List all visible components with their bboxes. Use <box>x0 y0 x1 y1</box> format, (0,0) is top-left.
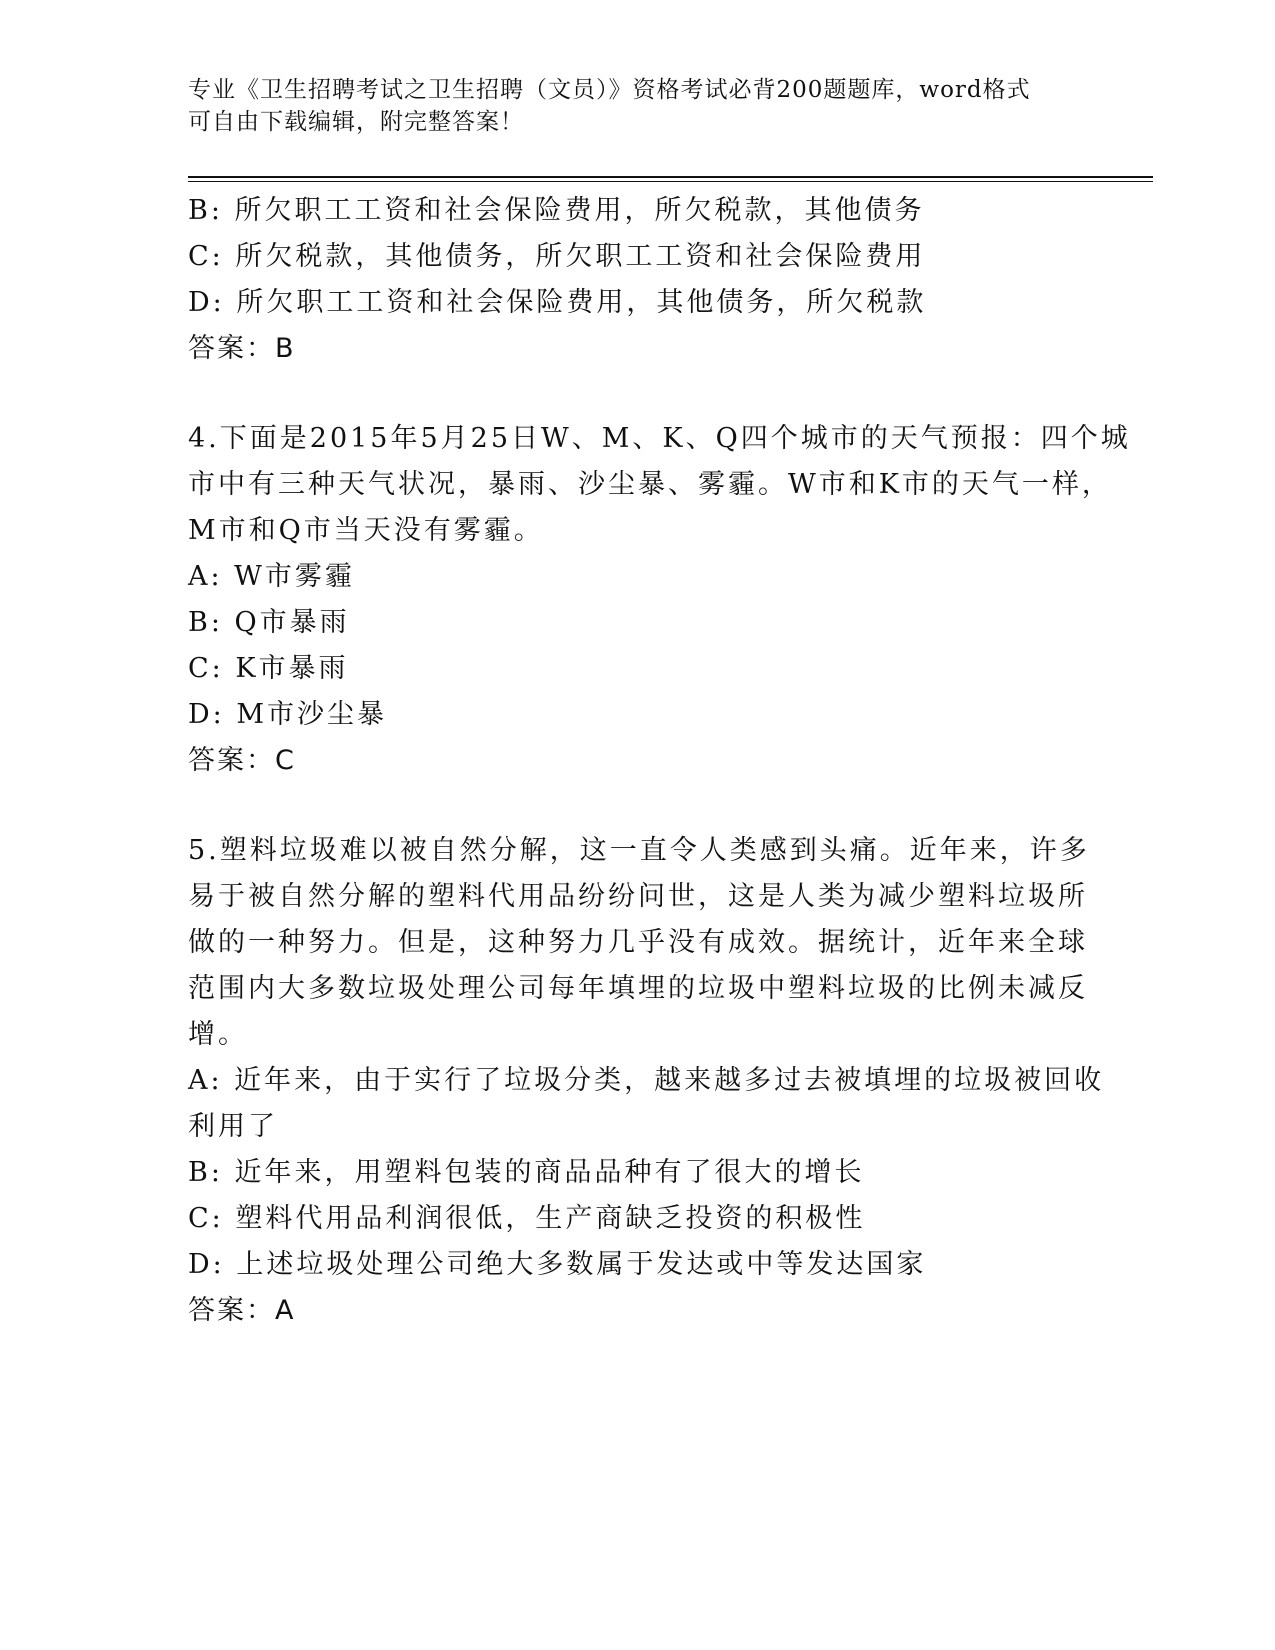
q5-option-d: D: 上述垃圾处理公司绝大多数属于发达或中等发达国家 <box>188 1249 927 1280</box>
question-list <box>188 188 1131 1334</box>
header-subtitle-line: 可自由下载编辑，附完整答案！ <box>188 109 524 135</box>
q5-option-a-continued: 利用了 <box>188 1111 278 1142</box>
question-3-block <box>188 188 1088 372</box>
q4-stem-line: M市和Q市当天没有雾霾。 <box>188 515 544 546</box>
q5-stem-line: 易于被自然分解的塑料代用品纷纷问世，这是人类为减少塑料垃圾所 <box>188 881 1088 912</box>
q4-option-c: C: K市暴雨 <box>188 653 349 684</box>
q4-option-d: D: M市沙尘暴 <box>188 699 387 730</box>
document-header <box>188 74 1088 138</box>
spacer <box>188 784 1088 828</box>
header-divider-thin <box>188 181 1153 182</box>
q5-answer: 答案：A <box>188 1295 296 1326</box>
q5-option-c: C: 塑料代用品利润很低，生产商缺乏投资的积极性 <box>188 1203 866 1234</box>
q4-option-a: A: W市雾霾 <box>188 561 355 592</box>
header-divider-thick <box>188 176 1153 178</box>
q4-stem-line: 市中有三种天气状况，暴雨、沙尘暴、雾霾。W市和K市的天气一样， <box>188 469 1112 500</box>
question-5-block <box>188 828 1105 1334</box>
q4-answer: 答案：C <box>188 745 296 776</box>
q3-option-d: D: 所欠职工工资和社会保险费用，其他债务，所欠税款 <box>188 287 927 318</box>
q5-stem-line: 5.塑料垃圾难以被自然分解，这一直令人类感到头痛。近年来，许多 <box>188 835 1090 866</box>
q4-option-b: B: Q市暴雨 <box>188 607 350 638</box>
header-title-line: 专业《卫生招聘考试之卫生招聘（文员）》资格考试必背200题题库，word格式 <box>188 77 1031 103</box>
q3-option-b: B: 所欠职工工资和社会保险费用，所欠税款，其他债务 <box>188 195 925 226</box>
q5-stem-line: 做的一种努力。但是，这种努力几乎没有成效。据统计，近年来全球 <box>188 927 1088 958</box>
q3-answer: 答案：B <box>188 333 296 364</box>
question-4-block <box>188 416 1131 784</box>
q4-stem-line: 4.下面是2015年5月25日W、M、K、Q四个城市的天气预报：四个城 <box>188 423 1131 454</box>
spacer <box>188 372 1088 416</box>
q5-stem-line: 范围内大多数垃圾处理公司每年填埋的垃圾中塑料垃圾的比例未减反 <box>188 973 1088 1004</box>
q3-option-c: C: 所欠税款，其他债务，所欠职工工资和社会保险费用 <box>188 241 926 272</box>
q5-option-b: B: 近年来，用塑料包装的商品品种有了很大的增长 <box>188 1157 865 1188</box>
q5-stem-line: 增。 <box>188 1019 248 1050</box>
q5-option-a: A: 近年来，由于实行了垃圾分类，越来越多过去被填埋的垃圾被回收 <box>188 1065 1105 1096</box>
